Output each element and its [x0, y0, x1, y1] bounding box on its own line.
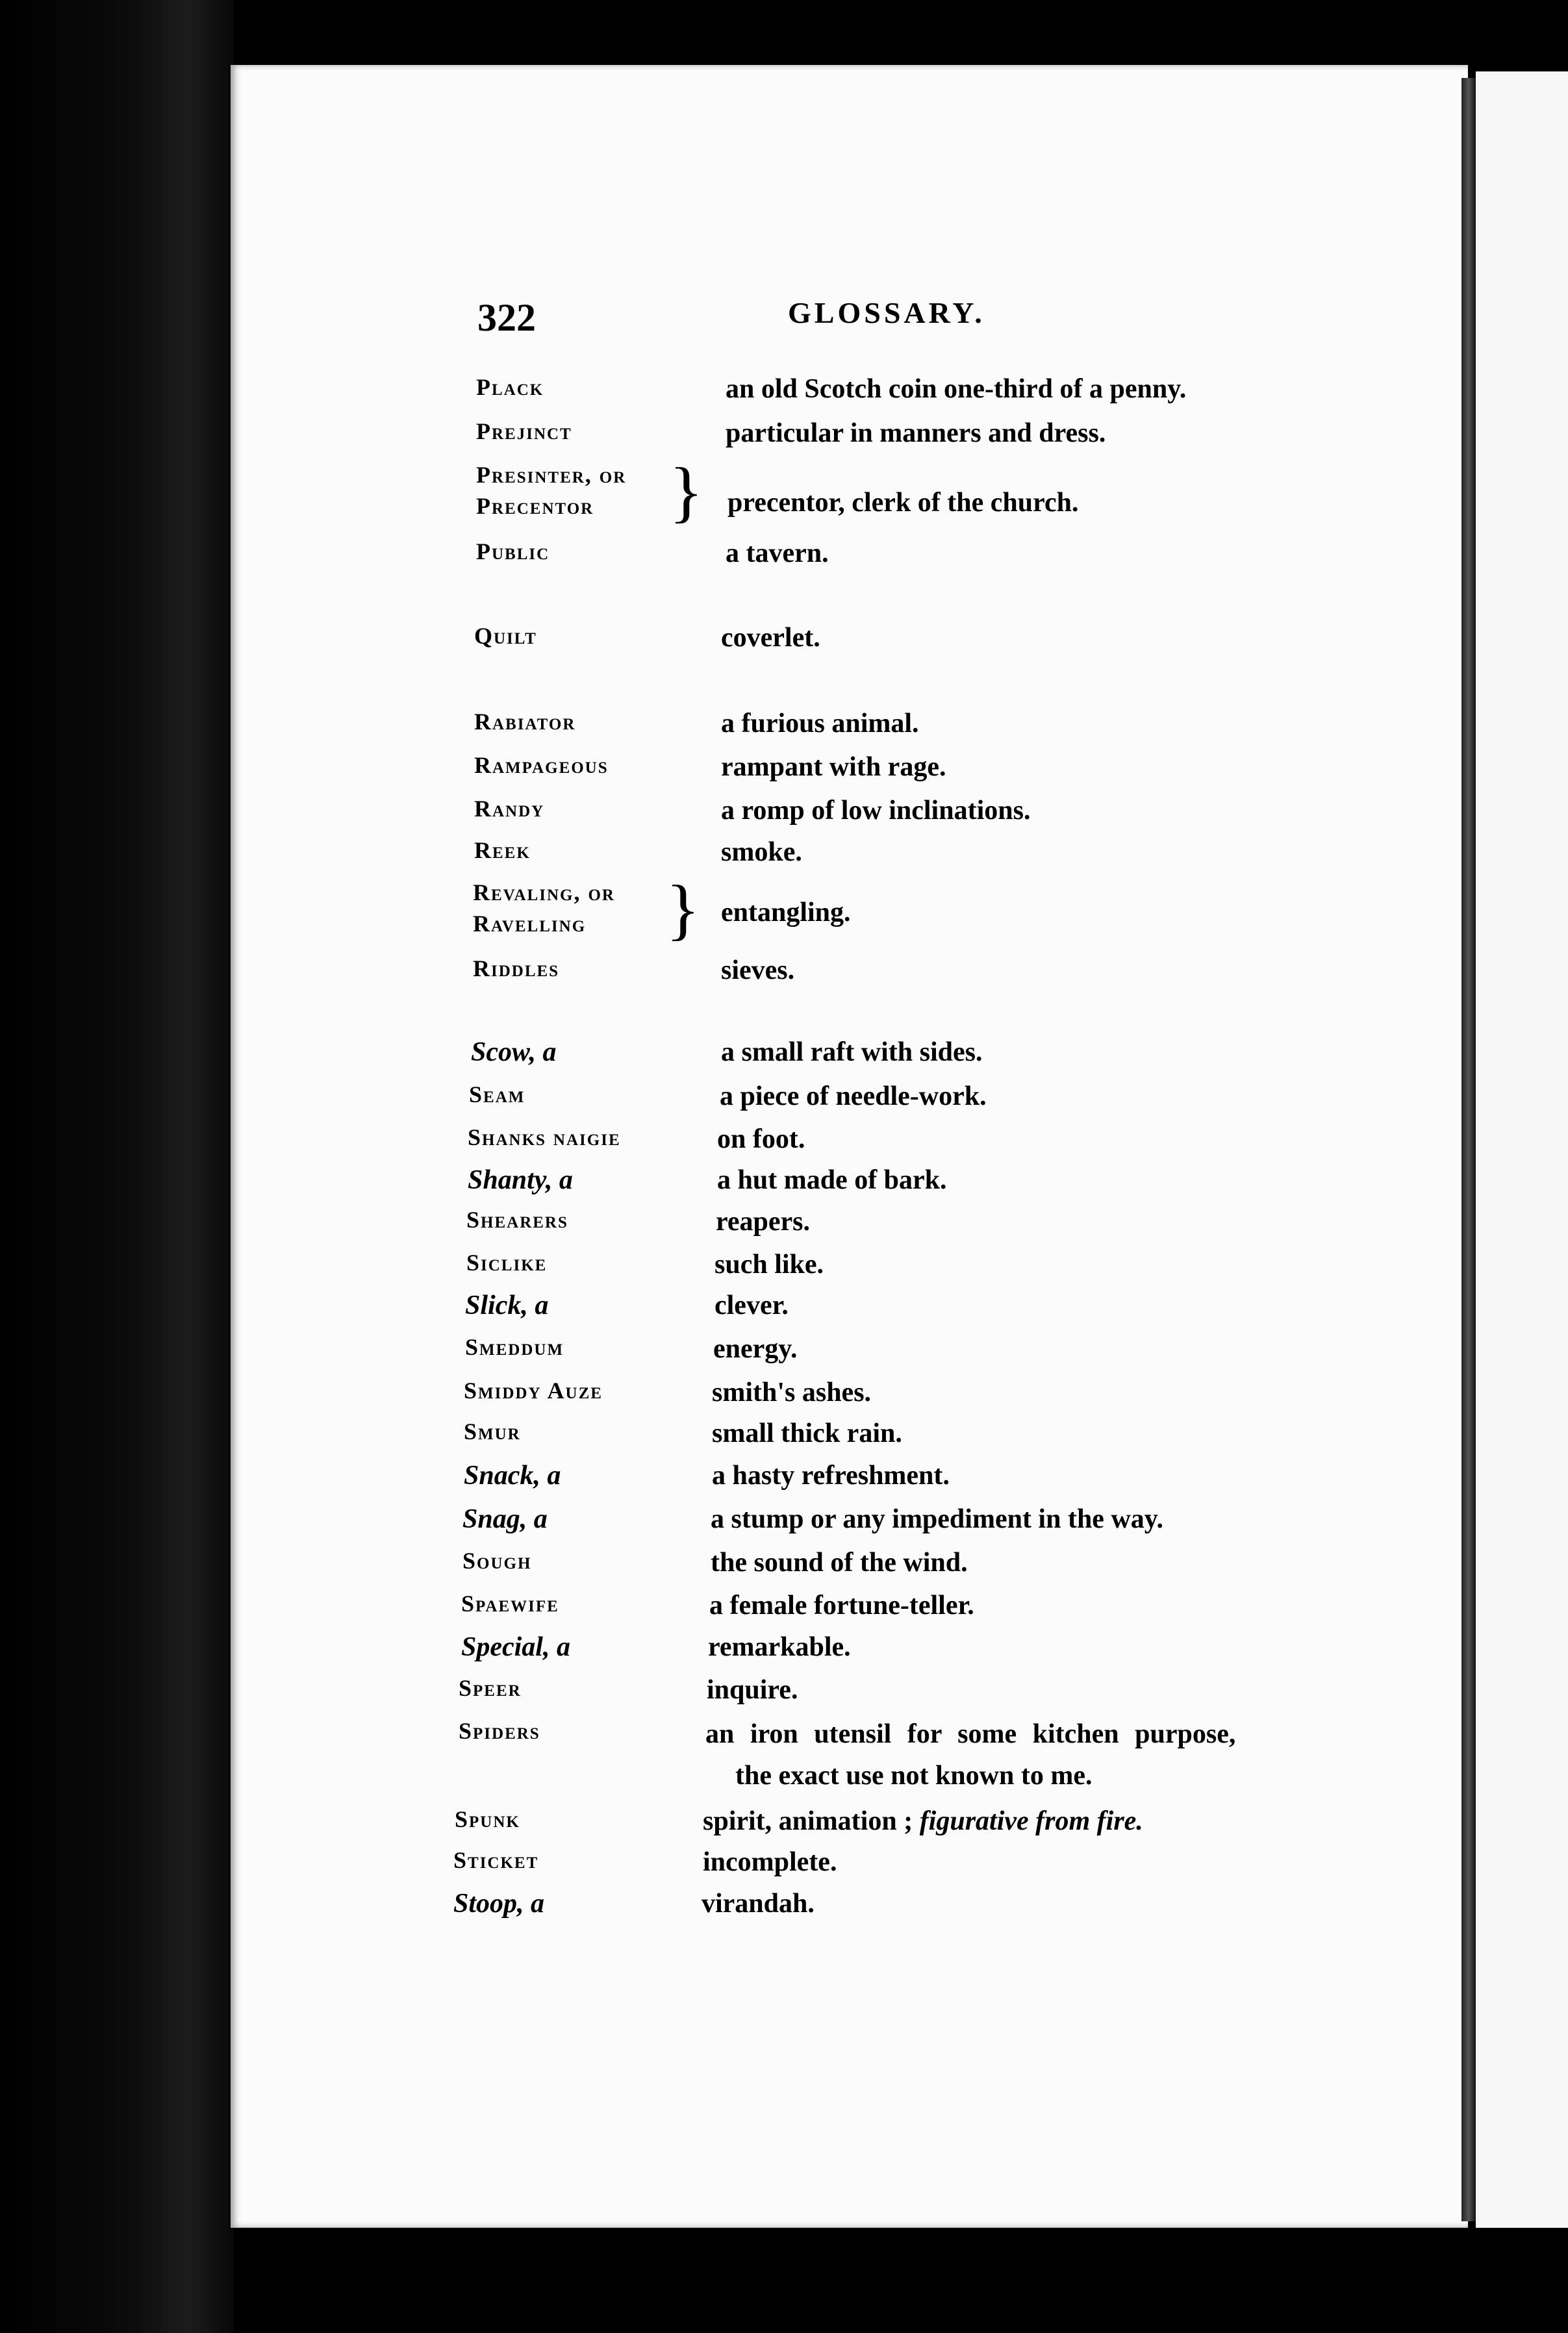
glossary-term: Siclike: [466, 1250, 548, 1276]
glossary-definition: smith's ashes.: [712, 1378, 872, 1407]
definition-text: spirit, animation ;: [703, 1806, 913, 1836]
glossary-term: Sticket: [453, 1847, 539, 1873]
glossary-term: Rampageous: [474, 752, 609, 778]
glossary-definition: smoke.: [721, 837, 802, 867]
glossary-definition: rampant with rage.: [721, 752, 946, 782]
glossary-definition: a romp of low inclinations.: [721, 796, 1031, 826]
glossary-term: Stoop, a: [453, 1889, 545, 1919]
definition-line-continued: the exact use not known to me.: [735, 1761, 1093, 1791]
glossary-term: Special, a: [461, 1632, 570, 1662]
glossary-definition: a piece of needle-work.: [720, 1081, 987, 1111]
glossary-definition: a furious animal.: [721, 709, 919, 738]
glossary-definition: sieves.: [721, 955, 795, 985]
glossary-term: Riddles: [473, 955, 560, 981]
glossary-term: Sough: [462, 1548, 532, 1574]
glossary-term: Seam: [469, 1081, 525, 1107]
glossary-term: Smiddy Auze: [464, 1378, 603, 1404]
glossary-definition: virandah.: [702, 1889, 815, 1919]
glossary-term: Rabiator: [474, 709, 576, 735]
glossary-term: Snack, a: [464, 1461, 561, 1491]
glossary-term: Snag, a: [462, 1504, 548, 1534]
glossary-term: Spiders: [459, 1718, 540, 1744]
glossary-definition: an old Scotch coin one-third of a penny.: [726, 374, 1187, 404]
glossary-term: Prejinct: [476, 418, 572, 444]
glossary-definition: [703, 1806, 1143, 1837]
glossary-definition: inquire.: [707, 1675, 798, 1705]
glossary-term: Revaling, or: [473, 879, 615, 905]
glossary-term: Shearers: [466, 1207, 568, 1233]
glossary-term: Plack: [476, 374, 544, 400]
glossary-term: Quilt: [474, 623, 537, 649]
glossary-definition: clever.: [714, 1291, 789, 1320]
glossary-definition: [705, 1713, 1235, 1797]
glossary-term: Shanty, a: [468, 1165, 573, 1195]
glossary-definition: coverlet.: [721, 623, 820, 653]
brace-mark: }: [666, 872, 700, 947]
glossary-definition: reapers.: [716, 1207, 811, 1237]
glossary-term: Spaewife: [461, 1591, 559, 1617]
glossary-definition: entangling.: [721, 898, 851, 927]
facing-page-edge: [1476, 71, 1568, 2228]
glossary-definition: remarkable.: [708, 1632, 851, 1662]
definition-line: an iron utensil for some kitchen purpose,: [705, 1719, 1236, 1749]
glossary-definition: a female fortune-teller.: [709, 1591, 974, 1620]
book-binding: [0, 0, 234, 2333]
glossary-term-variant: Precentor: [476, 493, 594, 519]
brace-mark: }: [669, 454, 703, 529]
glossary-definition: on foot.: [717, 1124, 805, 1154]
glossary-term: Presinter, or: [476, 462, 627, 488]
glossary-term: Smur: [464, 1419, 521, 1444]
page-gutter: [1461, 78, 1476, 2221]
glossary-term-variant: Ravelling: [473, 911, 587, 937]
glossary-definition: precentor, clerk of the church.: [727, 488, 1079, 518]
glossary-definition: a stump or any impediment in the way.: [711, 1504, 1163, 1534]
glossary-term: Smeddum: [465, 1334, 564, 1360]
glossary-term: Public: [476, 538, 550, 564]
page-number: 322: [477, 296, 536, 339]
glossary-definition: energy.: [713, 1334, 798, 1364]
glossary-definition: particular in manners and dress.: [726, 418, 1106, 448]
glossary-term: Spunk: [455, 1806, 520, 1832]
glossary-definition: the sound of the wind.: [711, 1548, 968, 1578]
glossary-term: Scow, a: [471, 1037, 557, 1067]
glossary-term: Slick, a: [465, 1291, 549, 1320]
definition-italic-note: figurative from fire.: [919, 1806, 1143, 1836]
glossary-term: Speer: [459, 1675, 522, 1701]
glossary-definition: incomplete.: [703, 1847, 837, 1877]
glossary-term: Randy: [474, 796, 545, 822]
glossary-definition: a hut made of bark.: [717, 1165, 947, 1195]
glossary-definition: a hasty refreshment.: [712, 1461, 950, 1491]
page-header: GLOSSARY.: [788, 296, 985, 329]
glossary-term: Reek: [474, 837, 531, 863]
glossary-definition: such like.: [714, 1250, 824, 1280]
glossary-term: Shanks naigie: [468, 1124, 621, 1150]
glossary-definition: a small raft with sides.: [721, 1037, 983, 1067]
glossary-definition: a tavern.: [726, 538, 829, 568]
glossary-definition: small thick rain.: [712, 1419, 902, 1448]
